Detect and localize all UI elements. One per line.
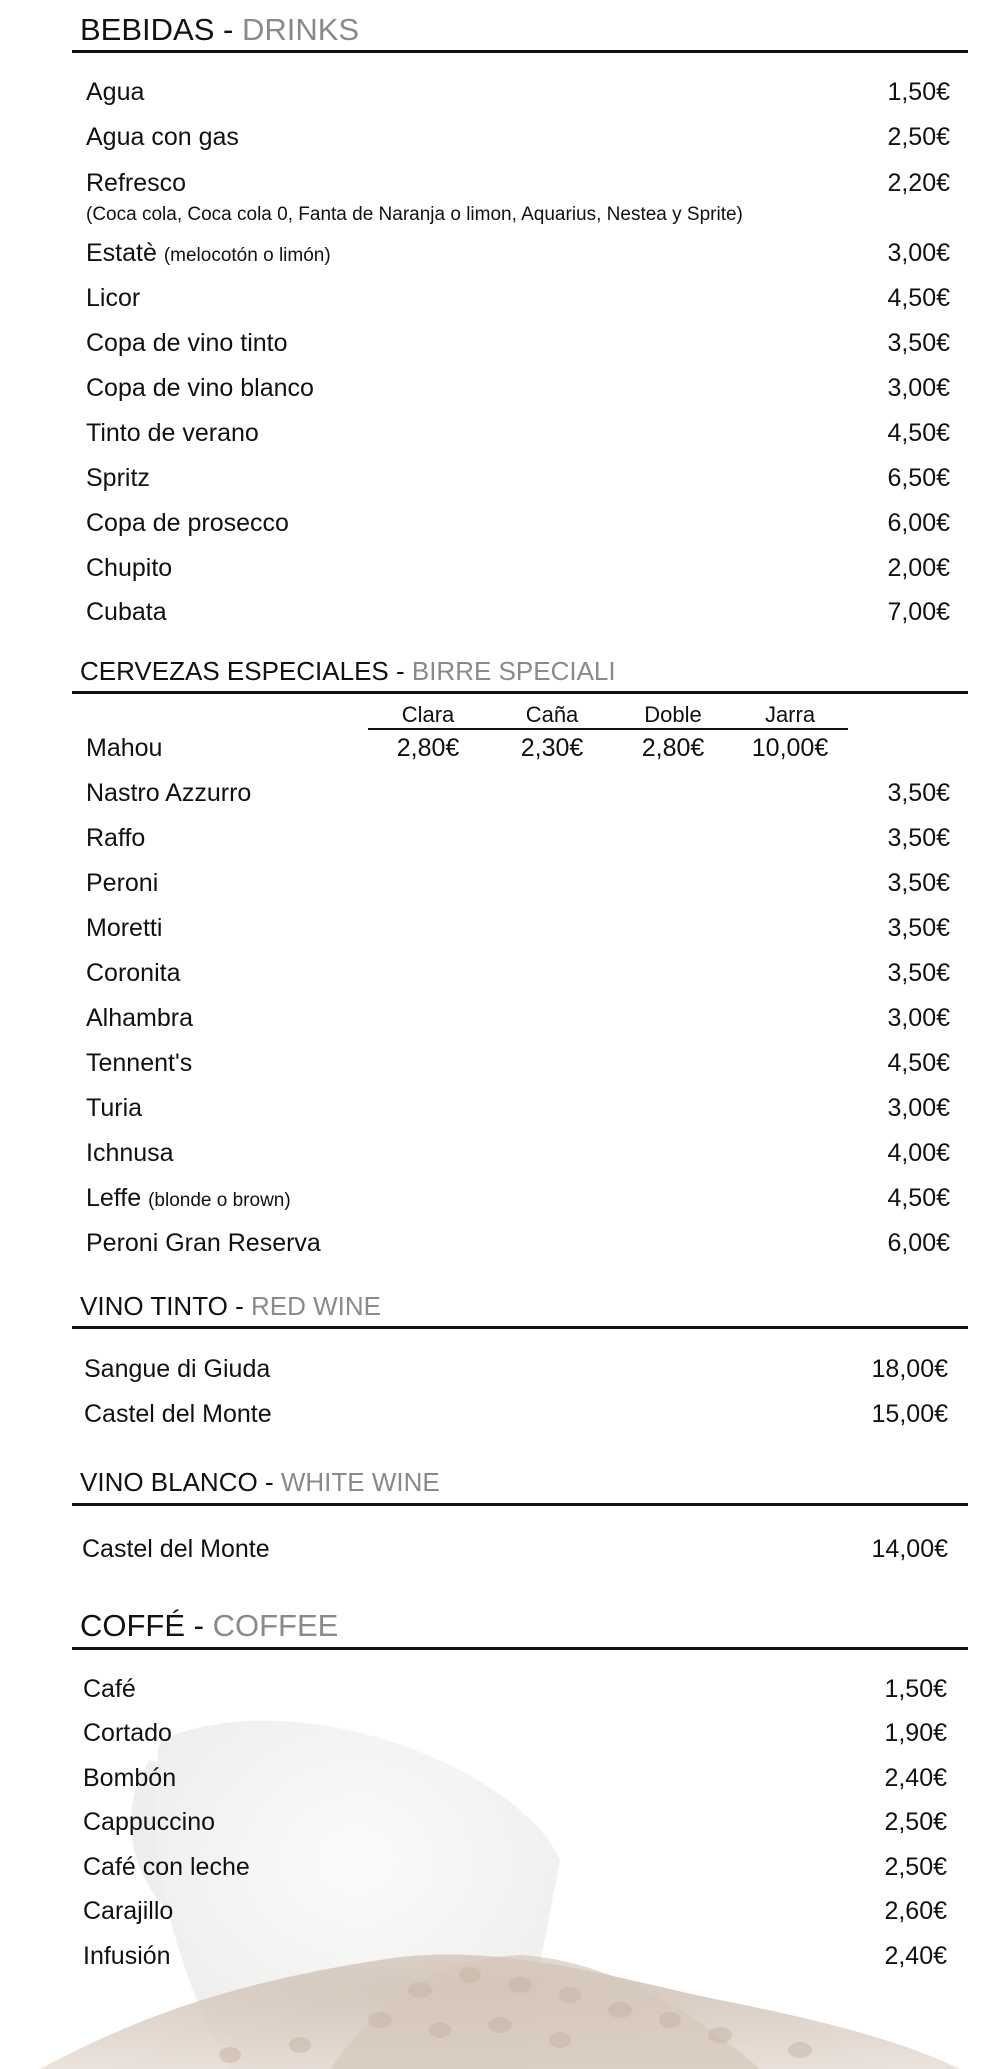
section-title-white-wine bbox=[80, 1469, 440, 1495]
item-name: Licor bbox=[86, 284, 141, 312]
item-note: (Coca cola, Coca cola 0, Fanta de Naranja o limon, Aquarius, Nestea y Sprite) bbox=[86, 204, 743, 225]
menu-item bbox=[86, 861, 950, 906]
menu-item bbox=[83, 1845, 947, 1890]
section-title-es: COFFÉ bbox=[80, 1608, 186, 1643]
item-detail: (blonde o brown) bbox=[148, 1190, 291, 1211]
item-price: 2,40€ bbox=[884, 1764, 947, 1792]
item-name: Copa de vino blanco bbox=[86, 374, 314, 402]
section-title-coffee bbox=[80, 1610, 338, 1641]
item-price: 6,00€ bbox=[887, 1229, 950, 1257]
item-name: Agua con gas bbox=[86, 123, 239, 151]
item-name bbox=[86, 1176, 291, 1221]
item-price: 4,50€ bbox=[887, 1184, 950, 1212]
item-name: Agua bbox=[86, 78, 145, 106]
item-price: 2,50€ bbox=[887, 123, 950, 151]
size-header-cana: Caña bbox=[525, 702, 579, 727]
section-title-en: DRINKS bbox=[241, 12, 360, 47]
item-price: 3,00€ bbox=[887, 239, 950, 267]
section-title-en: WHITE WINE bbox=[280, 1467, 440, 1497]
menu-item bbox=[86, 411, 950, 456]
menu-item bbox=[86, 366, 950, 411]
item-name bbox=[86, 231, 331, 276]
draft-price-cana: 2,30€ bbox=[520, 734, 584, 762]
menu-item bbox=[86, 501, 950, 546]
section-title-separator: - bbox=[185, 1608, 213, 1643]
item-detail: (melocotón o limón) bbox=[163, 245, 331, 266]
section-title-red-wine bbox=[80, 1293, 381, 1319]
item-price: 4,50€ bbox=[887, 284, 950, 312]
item-name: Peroni Gran Reserva bbox=[86, 1229, 321, 1257]
item-price: 3,50€ bbox=[887, 329, 950, 357]
item-name: Refresco bbox=[86, 169, 187, 197]
item-price: 7,00€ bbox=[887, 598, 950, 626]
item-price: 2,50€ bbox=[884, 1808, 947, 1836]
section-title-separator: - bbox=[257, 1467, 281, 1497]
section-title-en: RED WINE bbox=[250, 1291, 381, 1321]
size-header-jarra: Jarra bbox=[764, 702, 816, 727]
menu-item bbox=[86, 161, 950, 206]
size-header-clara: Clara bbox=[401, 702, 455, 727]
item-name: Infusión bbox=[83, 1942, 171, 1970]
menu-item bbox=[86, 1086, 950, 1131]
item-name: Turia bbox=[86, 1094, 143, 1122]
menu-item bbox=[86, 906, 950, 951]
item-name: Alhambra bbox=[86, 1004, 193, 1032]
menu-item bbox=[86, 1221, 950, 1266]
menu-item bbox=[86, 996, 950, 1041]
draft-price-clara: 2,80€ bbox=[396, 734, 460, 762]
item-price: 3,50€ bbox=[887, 959, 950, 987]
item-price: 4,50€ bbox=[887, 1049, 950, 1077]
section-divider bbox=[72, 691, 968, 694]
item-name: Sangue di Giuda bbox=[84, 1355, 271, 1383]
section-title-beers bbox=[80, 658, 616, 684]
item-name: Tennent's bbox=[86, 1049, 193, 1077]
menu-item bbox=[86, 1131, 950, 1176]
item-name: Spritz bbox=[86, 464, 150, 492]
item-price: 3,00€ bbox=[887, 374, 950, 402]
menu-item bbox=[86, 321, 950, 366]
item-price: 2,40€ bbox=[884, 1942, 947, 1970]
item-name: Raffo bbox=[86, 824, 146, 852]
item-name: Mahou bbox=[86, 734, 163, 762]
item-price: 6,50€ bbox=[887, 464, 950, 492]
menu-item bbox=[86, 1176, 950, 1221]
item-price: 3,50€ bbox=[887, 914, 950, 942]
item-price: 2,60€ bbox=[884, 1897, 947, 1925]
section-title-separator: - bbox=[214, 12, 242, 47]
item-price: 4,00€ bbox=[887, 1139, 950, 1167]
menu-item bbox=[86, 231, 950, 276]
menu-item bbox=[86, 115, 950, 160]
section-divider bbox=[72, 1647, 968, 1650]
menu-item bbox=[83, 1756, 947, 1801]
section-title-es: CERVEZAS ESPECIALES bbox=[80, 656, 389, 686]
item-name: Bombón bbox=[83, 1764, 177, 1792]
menu-item bbox=[83, 1800, 947, 1845]
item-price: 3,00€ bbox=[887, 1094, 950, 1122]
menu-item bbox=[86, 951, 950, 996]
section-divider bbox=[72, 1326, 968, 1329]
section-title-separator: - bbox=[388, 656, 412, 686]
item-price: 1,50€ bbox=[887, 78, 950, 106]
item-name: Copa de prosecco bbox=[86, 509, 289, 537]
item-name: Cubata bbox=[86, 598, 167, 626]
item-name: Café con leche bbox=[83, 1853, 250, 1881]
item-price: 3,50€ bbox=[887, 779, 950, 807]
item-name: Tinto de verano bbox=[86, 419, 259, 447]
section-title-separator: - bbox=[227, 1291, 251, 1321]
item-price: 2,50€ bbox=[884, 1853, 947, 1881]
item-name-text: Estatè bbox=[86, 239, 157, 267]
item-name: Cappuccino bbox=[83, 1808, 216, 1836]
item-name: Cortado bbox=[83, 1719, 172, 1747]
item-name: Coronita bbox=[86, 959, 181, 987]
menu-item bbox=[86, 1041, 950, 1086]
item-price: 1,50€ bbox=[884, 1675, 947, 1703]
menu-item bbox=[83, 1934, 947, 1979]
section-divider bbox=[72, 50, 968, 53]
item-price: 6,00€ bbox=[887, 509, 950, 537]
item-name-text: Leffe bbox=[86, 1184, 142, 1212]
draft-price-jarra: 10,00€ bbox=[751, 734, 829, 762]
item-price: 4,50€ bbox=[887, 419, 950, 447]
menu-item bbox=[84, 1392, 948, 1437]
size-header-doble: Doble bbox=[644, 702, 702, 727]
item-name: Ichnusa bbox=[86, 1139, 174, 1167]
menu-item bbox=[83, 1711, 947, 1756]
item-name: Chupito bbox=[86, 554, 173, 582]
menu-item bbox=[86, 70, 950, 115]
menu-item bbox=[86, 456, 950, 501]
item-name: Castel del Monte bbox=[82, 1535, 270, 1563]
item-name: Carajillo bbox=[83, 1897, 174, 1925]
item-price: 18,00€ bbox=[871, 1355, 948, 1383]
item-price: 3,50€ bbox=[887, 869, 950, 897]
menu-item bbox=[86, 771, 950, 816]
item-name: Café bbox=[83, 1675, 136, 1703]
item-price: 3,00€ bbox=[887, 1004, 950, 1032]
menu-item bbox=[84, 1347, 948, 1392]
item-price: 2,20€ bbox=[887, 169, 950, 197]
menu-item bbox=[83, 1667, 947, 1712]
section-title-es: VINO BLANCO bbox=[80, 1467, 258, 1497]
menu-item bbox=[86, 590, 950, 635]
section-title-es: BEBIDAS bbox=[80, 12, 215, 47]
item-name: Castel del Monte bbox=[84, 1400, 272, 1428]
menu-item bbox=[86, 276, 950, 321]
draft-price-doble: 2,80€ bbox=[641, 734, 705, 762]
item-price: 15,00€ bbox=[871, 1400, 948, 1428]
item-price: 14,00€ bbox=[871, 1535, 948, 1563]
section-title-drinks bbox=[80, 14, 359, 45]
menu-item bbox=[86, 816, 950, 861]
menu-item bbox=[83, 1889, 947, 1934]
item-price: 1,90€ bbox=[884, 1719, 947, 1747]
menu-item bbox=[86, 546, 950, 591]
section-title-es: VINO TINTO bbox=[80, 1291, 228, 1321]
item-name: Copa de vino tinto bbox=[86, 329, 288, 357]
item-name: Peroni bbox=[86, 869, 159, 897]
section-title-en: COFFEE bbox=[212, 1608, 339, 1643]
item-price: 2,00€ bbox=[887, 554, 950, 582]
item-name: Moretti bbox=[86, 914, 163, 942]
section-divider bbox=[72, 1503, 968, 1506]
menu-item bbox=[82, 1527, 948, 1572]
section-title-en: BIRRE SPECIALI bbox=[411, 656, 616, 686]
item-name: Nastro Azzurro bbox=[86, 779, 252, 807]
item-price: 3,50€ bbox=[887, 824, 950, 852]
